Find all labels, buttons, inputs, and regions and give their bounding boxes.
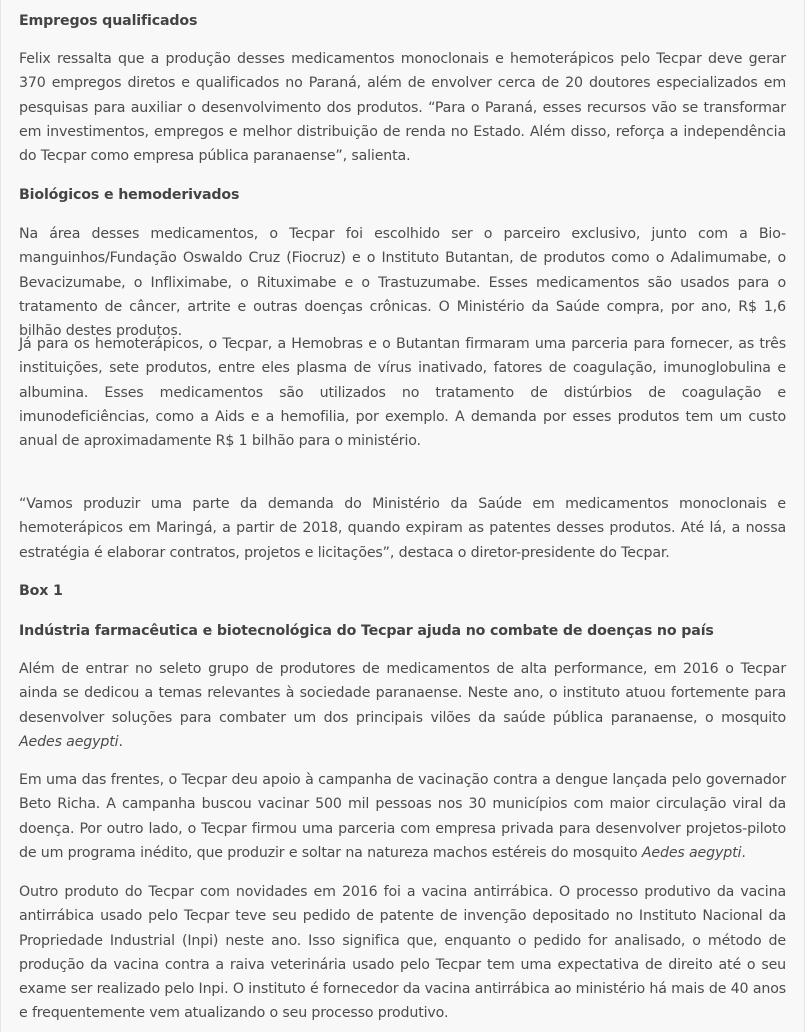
paragraph-text: Em uma das frentes, o Tecpar deu apoio à campanha de vacinação contra a dengue lançada pelo governador Beto Richa. A campanha buscou vacinar 500 mil pessoas nos 30 municípios com maior circulação viral da doença. Por outro lado, o Tecpar firmou uma parceria com empresa privada para desenvolver projetos-piloto de um programa inédito, que produzir e soltar na natureza machos estéreis do mosquito — [19, 772, 786, 861]
paragraph-biologicos-2: Já para os hemoterápicos, o Tecpar, a Hemobras e o Butantan firmaram uma parceria para fornecer, as três instituições, sete produtos, entre eles plasma de vírus inativado, fatores de coagulação, imunoglobulina e albumina. Esses medicamentos são utilizados no tratamento de distúrbios de coagulação e imunodeficiências, como a Aids e a hemofilia, por exemplo. A demanda por esses produtos tem um custo anual de aproximadamente R$ 1 bilhão para o ministério. — [19, 336, 786, 450]
species-name: Aedes aegypti — [641, 844, 742, 861]
section-heading-biologicos: Biológicos e hemoderivados — [19, 187, 240, 203]
paragraph-end: . — [118, 733, 123, 750]
section-heading-industria: Indústria farmacêutica e biotecnológica do Tecpar ajuda no combate de doenças no país — [19, 623, 714, 639]
section-heading-empregos: Empregos qualificados — [19, 13, 198, 29]
paragraph-biologicos-3: “Vamos produzir uma parte da demanda do Ministério da Saúde em medicamentos monoclonais e hemoterápicos em Maringá, a partir de 2018, quando expiram as patentes desses produtos. Até lá, a nossa estratégia é elaborar contratos, projetos e licitações”, destaca o diretor-presidente do Tecpar. — [19, 496, 786, 561]
paragraph-industria-2 — [19, 768, 786, 865]
paragraph-industria-1 — [19, 657, 786, 754]
paragraph-empregos: Felix ressalta que a produção desses medicamentos monoclonais e hemoterápicos pelo Tecpar deve gerar 370 empregos diretos e qualificados no Paraná, além de envolver cerca de 20 doutores especializados em pesquisas para auxiliar o desenvolvimento dos produtos. “Para o Paraná, esses recursos vão se transformar em investimentos, empregos e melhor distribuição de renda no Estado. Além disso, reforça a independência do Tecpar como empresa pública paranaense”, salienta. — [19, 51, 786, 165]
box-heading: Box 1 — [19, 583, 63, 599]
paragraph-industria-3: Outro produto do Tecpar com novidades em 2016 foi a vacina antirrábica. O processo produtivo da vacina antirrábica usado pelo Tecpar teve seu pedido de patente de invenção depositado no Instituto Nacional da Propriedade Industrial (Inpi) neste ano. Isso significa que, enquanto o pedido for analisado, o método de produção da vacina contra a raiva veterinária usado pelo Tecpar tem uma expectativa de direito até o seu exame ser realizado pelo Inpi. O instituto é fornecedor da vacina antirrábica ao ministério há mais de 40 anos e frequentemente vem atualizando o seu processo produtivo. — [19, 884, 786, 1022]
paragraph-end: . — [741, 844, 746, 861]
species-name: Aedes aegypti — [19, 733, 119, 750]
paragraph-biologicos-1: Na área desses medicamentos, o Tecpar foi escolhido ser o parceiro exclusivo, junto com a Bio-manguinhos/Fundação Oswaldo Cruz (Fiocruz) e o Instituto Butantan, de produtos como o Adalimumabe, o Bevacizumabe, o Infliximabe, o Rituximabe e o Trastuzumabe. Esses medicamentos são usados para o tratamento de câncer, artrite e outras doenças crônicas. O Ministério da Saúde compra, por ano, R$ 1,6 bilhão destes produtos. — [19, 226, 786, 340]
paragraph-text: Além de entrar no seleto grupo de produtores de medicamentos de alta performance, em 2016 o Tecpar ainda se dedicou a temas relevantes à sociedade paranaense. Neste ano, o instituto atuou fortemente para desenvolver soluções para combater um dos principais vilões da saúde pública paranaense, o mosquito — [19, 661, 786, 726]
